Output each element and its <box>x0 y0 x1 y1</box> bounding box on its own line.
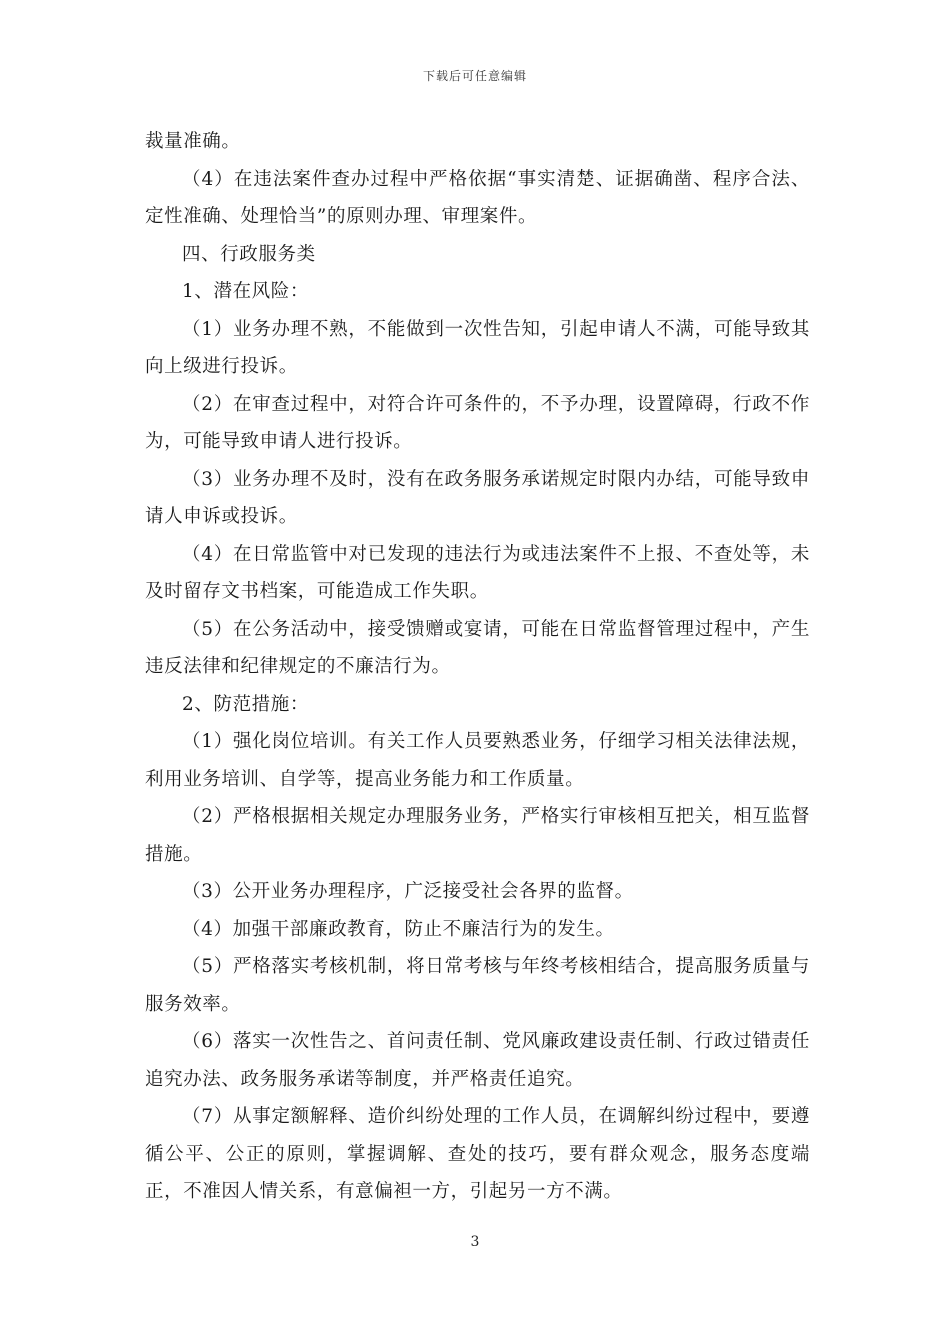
paragraph: （4）在违法案件查办过程中严格依据“事实清楚、证据确凿、程序合法、定性准确、处理恰当”的原则办理、审理案件。 <box>145 168 810 227</box>
subsection-heading: 1、潜在风险： <box>182 281 309 302</box>
paragraph: （3）公开业务办理程序，广泛接受社会各界的监督。 <box>182 881 634 902</box>
paragraph: 裁量准确。 <box>145 131 241 152</box>
paragraph: （6）落实一次性告之、首问责任制、党风廉政建设责任制、行政过错责任追究办法、政务服务承诺等制度，并严格责任追究。 <box>145 1031 810 1090</box>
paragraph: （4）在日常监管中对已发现的违法行为或违法案件不上报、不查处等，未及时留存文书档案，可能造成工作失职。 <box>145 543 810 602</box>
paragraph: （1）业务办理不熟，不能做到一次性告知，引起申请人不满，可能导致其向上级进行投诉。 <box>145 318 810 377</box>
paragraph: （1）强化岗位培训。有关工作人员要熟悉业务，仔细学习相关法律法规，利用业务培训、自学等，提高业务能力和工作质量。 <box>145 731 810 790</box>
paragraph: （2）严格根据相关规定办理服务业务，严格实行审核相互把关，相互监督措施。 <box>145 806 810 865</box>
page-number: 3 <box>470 1234 480 1250</box>
document-body <box>145 123 810 1211</box>
paragraph: （5）严格落实考核机制，将日常考核与年终考核相结合，提高服务质量与服务效率。 <box>145 956 810 1015</box>
subsection-heading: 2、防范措施： <box>182 693 309 715</box>
paragraph: （7）从事定额解释、造价纠纷处理的工作人员，在调解纠纷过程中，要遵循公平、公正的原则，掌握调解、查处的技巧，要有群众观念，服务态度端正，不准因人情关系，有意偏袒一方，引起另一方不满。 <box>145 1106 810 1202</box>
paragraph: （3）业务办理不及时，没有在政务服务承诺规定时限内办结，可能导致申请人申诉或投诉。 <box>145 468 810 527</box>
paragraph: （2）在审查过程中，对符合许可条件的，不予办理，设置障碍，行政不作为，可能导致申请人进行投诉。 <box>145 393 810 452</box>
paragraph: （4）加强干部廉政教育，防止不廉洁行为的发生。 <box>182 918 615 940</box>
page-header: 下载后可任意编辑 <box>422 69 527 83</box>
section-heading: 四、行政服务类 <box>182 243 316 265</box>
paragraph: （5）在公务活动中，接受馈赠或宴请，可能在日常监督管理过程中，产生违反法律和纪律规定的不廉洁行为。 <box>145 618 810 677</box>
